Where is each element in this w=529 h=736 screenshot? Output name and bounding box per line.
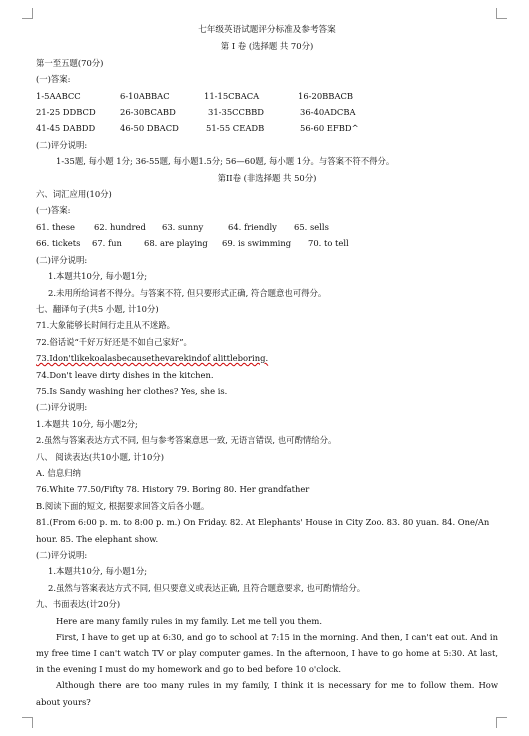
mc-answer-group: 31-35CCBBD bbox=[208, 107, 264, 118]
translation-answer: 73.Idon'tlikekoalasbecausethevarekindof alittleboring. bbox=[36, 353, 269, 364]
reading-answers: 76.White 77.50/Fifty 78. History 79. Boring 80. Her grandfather bbox=[36, 484, 310, 495]
vocab-answer-row bbox=[36, 219, 498, 235]
crop-mark bbox=[22, 717, 33, 728]
section-heading: 七、翻译句子(共5 小题, 计10分) bbox=[36, 303, 159, 314]
vocab-answer: 62. hundred bbox=[94, 221, 146, 232]
crop-mark bbox=[22, 8, 33, 19]
scoring-note: 1.本题共 10分, 每小题2分; bbox=[36, 418, 138, 429]
part1-header: 第 I 卷 (选择题 共 70分) bbox=[220, 41, 314, 52]
answers-label: (一)答案: bbox=[36, 74, 71, 85]
vocab-answer: 68. are playing bbox=[144, 238, 208, 249]
essay-paragraph: Although there are too many rules in my family, I think it is necessary for me to follow them. How about yours? bbox=[36, 680, 498, 707]
section-heading: 六、词汇应用(10分) bbox=[36, 189, 112, 200]
translation-answer: 72.俗话说“千好万好还是不如自己家好”。 bbox=[36, 336, 192, 347]
scoring-note: 1.本题共10分, 每小题1分; bbox=[48, 566, 148, 577]
mc-answer-group: 36-40ADCBA bbox=[300, 107, 356, 118]
vocab-answer: 63. sunny bbox=[162, 221, 204, 232]
vocab-answer: 64. friendly bbox=[228, 221, 277, 232]
mc-answer-group: 11-15CBACA bbox=[204, 90, 260, 101]
mc-answer-row bbox=[36, 104, 498, 120]
vocab-answer: 61. these bbox=[36, 221, 75, 232]
document-title: 七年级英语试题评分标准及参考答案 bbox=[198, 25, 336, 35]
mc-answer-group: 6-10ABBAC bbox=[120, 90, 170, 101]
subsection-label: B.阅读下面的短文, 根据要求回答文后各小题。 bbox=[36, 500, 210, 511]
answers-label: (一)答案: bbox=[36, 205, 71, 216]
vocab-answer: 70. to tell bbox=[308, 238, 349, 249]
scoring-note: 2.虽然与答案表达方式不同, 但只要意义或表达正确, 且符合题意要求, 也可酌情给分。 bbox=[48, 582, 366, 593]
scoring-label: (二)评分说明: bbox=[36, 402, 88, 413]
scoring-label: (二)评分说明: bbox=[36, 254, 88, 265]
essay-paragraph: Here are many family rules in my family. Let me tell you them. bbox=[56, 615, 322, 626]
mc-answer-group: 16-20BBACB bbox=[298, 90, 354, 101]
answer-key-content bbox=[36, 22, 498, 710]
scoring-label: (二)评分说明: bbox=[36, 550, 88, 560]
scoring-note: 1-35题, 每小题 1分; 36-55题, 每小题1.5分; 56—60题, 每小题 1分。与答案不符不得分。 bbox=[56, 156, 395, 167]
subsection-label: A. 信息归纳 bbox=[36, 467, 81, 478]
section-heading: 九、书面表达(计20分) bbox=[36, 599, 121, 610]
mc-answer-group: 21-25 DDBCD bbox=[36, 107, 96, 118]
scoring-note: 2.未用所给词者不得分。与答案不符, 但只要形式正确, 符合题意也可得分。 bbox=[48, 287, 327, 298]
vocab-answer-row bbox=[36, 235, 498, 251]
mc-answer-row bbox=[36, 88, 498, 104]
scoring-label: (二)评分说明: bbox=[36, 139, 88, 150]
scoring-note: 1.本题共10分, 每小题1分; bbox=[48, 271, 148, 282]
essay-paragraph: First, I have to get up at 6:30, and go to school at 7:15 in the morning. And then, I can't eat out. And in my free time I can't watch TV or play computer games. In the afternoon, I have to go home at 5:30. At last, in the evening I must do my homework and go to bed before 10 o'clock. bbox=[36, 631, 498, 675]
reading-answers: hour. 85. The elephant show. bbox=[36, 533, 159, 544]
vocab-answer: 66. tickets bbox=[36, 238, 81, 249]
vocab-answer: 69. is swimming bbox=[222, 238, 292, 249]
section-heading: 八、 阅读表达(共10小题, 计10分) bbox=[36, 451, 164, 462]
mc-answer-group: 51-55 CEADB bbox=[206, 123, 265, 134]
mc-answer-group: 41-45 DABDD bbox=[36, 123, 96, 134]
part2-header: 第II卷 (非选择题 共 50分) bbox=[217, 172, 317, 183]
crop-mark bbox=[496, 717, 507, 728]
vocab-answer: 67. fun bbox=[92, 238, 122, 249]
translation-answer: 71.大象能够长时间行走且从不迷路。 bbox=[36, 320, 175, 331]
translation-answer: 75.Is Sandy washing her clothes? Yes, she is. bbox=[36, 385, 228, 396]
vocab-answer: 65. sells bbox=[294, 221, 329, 232]
mc-answer-group: 1-5AABCC bbox=[36, 90, 81, 101]
mc-answer-row bbox=[36, 120, 498, 136]
mc-answer-group: 26-30BCABD bbox=[120, 107, 176, 118]
reading-answers: 81.(From 6:00 p. m. to 8:00 p. m.) On Friday. 82. At Elephants' House in City Zoo. 83. 80 yuan. 84. One/An bbox=[36, 517, 490, 528]
section-heading: 第一至五题(70分) bbox=[36, 57, 104, 68]
scoring-note: 2.虽然与答案表达方式不同, 但与参考答案意思一致, 无语言错误, 也可酌情给分。 bbox=[36, 435, 337, 446]
crop-mark bbox=[496, 8, 507, 19]
mc-answer-group: 46-50 DBACD bbox=[120, 123, 179, 134]
translation-answer: 74.Don't leave dirty dishes in the kitchen. bbox=[36, 369, 214, 380]
mc-answer-group: 56-60 EFBD^ bbox=[300, 123, 359, 134]
